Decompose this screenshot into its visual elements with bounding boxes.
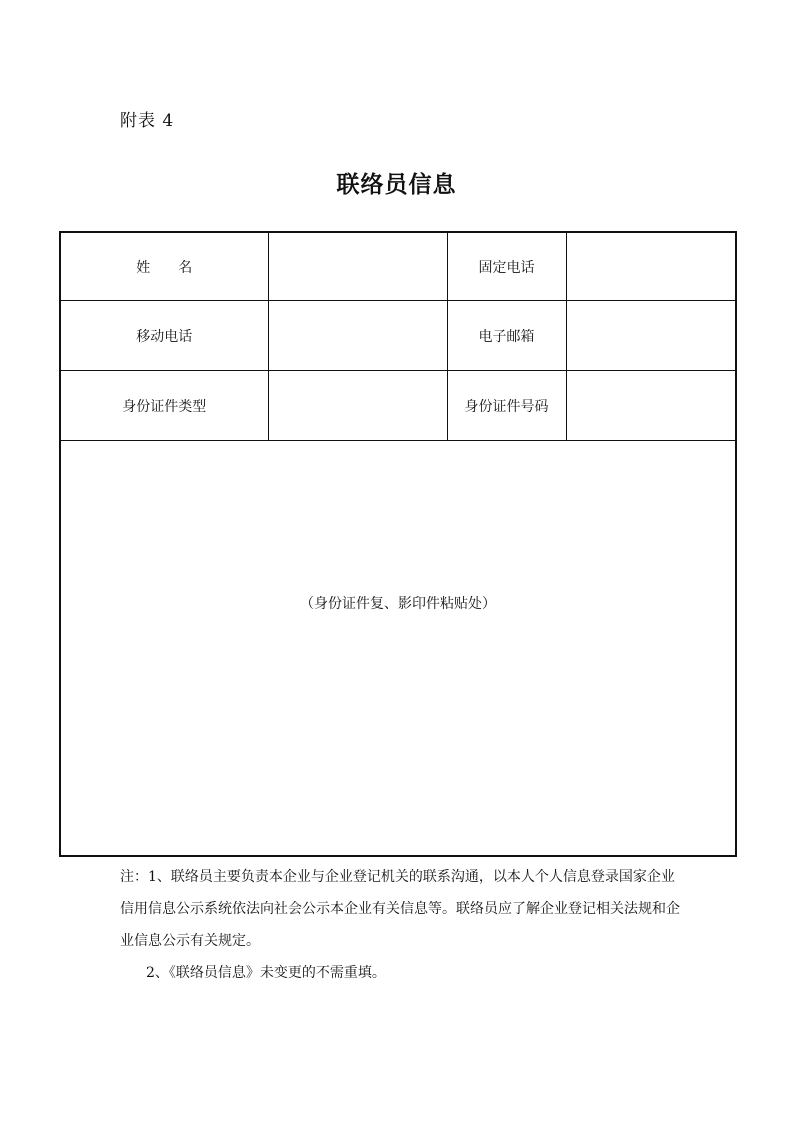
landline-label: 固定电话 xyxy=(447,232,566,301)
annex-label: 附表 4 xyxy=(120,111,175,131)
name-label-char1: 姓 xyxy=(136,259,151,276)
note-1-line-1: 注：1、联络员主要负责本企业与企业登记机关的联系沟通，以本人个人信息登录国家企业 xyxy=(120,869,675,885)
page-title: 联络员信息 xyxy=(336,172,457,198)
id-type-field[interactable] xyxy=(268,371,447,441)
landline-field[interactable] xyxy=(566,232,736,301)
notes-section xyxy=(120,861,690,989)
id-number-label: 身份证件号码 xyxy=(447,371,566,441)
note-1-line-2: 信用信息公示系统依法向社会公示本企业有关信息等。联络员应了解企业登记相关法规和企 xyxy=(120,901,680,917)
table-row xyxy=(60,371,736,441)
table-row xyxy=(60,301,736,371)
name-label-char2: 名 xyxy=(178,259,193,276)
note-2: 2、《联络员信息》未变更的不需重填。 xyxy=(146,965,386,981)
id-type-label: 身份证件类型 xyxy=(60,371,268,441)
email-field[interactable] xyxy=(566,301,736,371)
liaison-info-table xyxy=(59,231,737,857)
note-1-line-3: 业信息公示有关规定。 xyxy=(120,933,260,949)
mobile-label: 移动电话 xyxy=(60,301,268,371)
name-label-cell xyxy=(60,232,268,301)
name-field[interactable] xyxy=(268,232,447,301)
mobile-field[interactable] xyxy=(268,301,447,371)
email-label: 电子邮箱 xyxy=(447,301,566,371)
table-row xyxy=(60,441,736,857)
id-copy-paste-area: （身份证件复、影印件粘贴处） xyxy=(60,441,736,857)
table-row xyxy=(60,232,736,301)
id-number-field[interactable] xyxy=(566,371,736,441)
